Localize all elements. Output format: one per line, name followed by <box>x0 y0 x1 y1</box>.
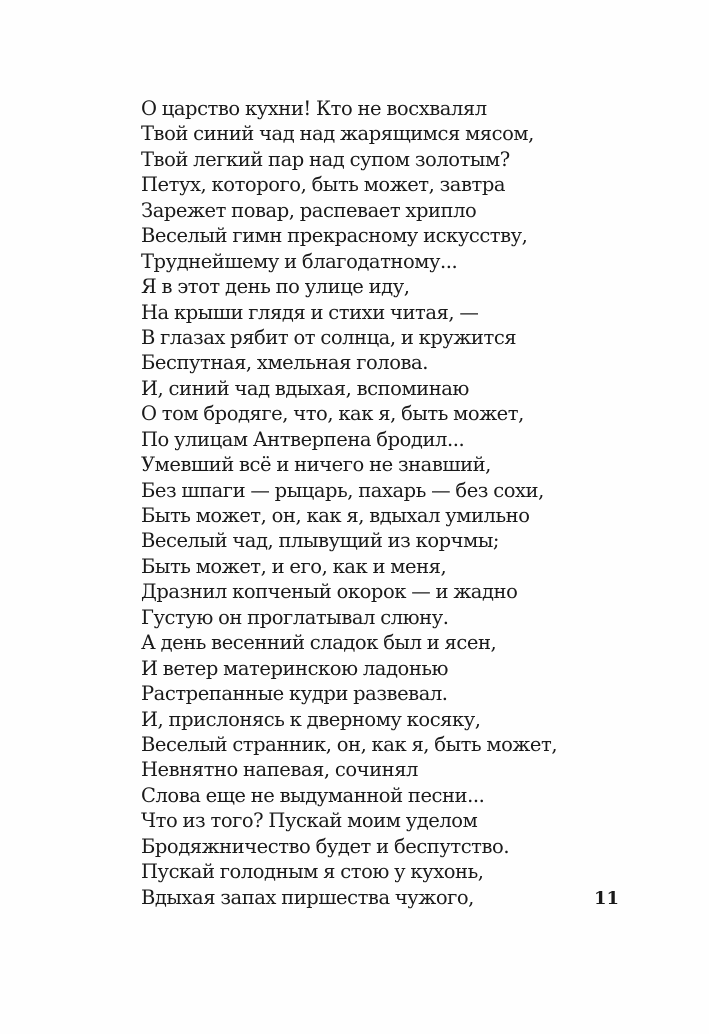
poem-line: И, синий чад вдыхая, вспоминаю <box>141 376 469 400</box>
poem-line: Невнятно напевая, сочинял <box>141 758 418 782</box>
poem-line: По улицам Антверпена бродил... <box>141 427 465 451</box>
poem-line: На крыши глядя и стихи читая, — <box>141 300 479 324</box>
poem-line: Быть может, и его, как и меня, <box>141 554 447 578</box>
poem-line: Веселый странник, он, как я, быть может, <box>141 732 558 756</box>
poem-line: Веселый гимн прекрасному искусству, <box>141 224 528 248</box>
page-number: 11 <box>594 888 620 909</box>
poem-line: Твой синий чад над жарящимся мясом, <box>141 122 534 146</box>
poem-line: Быть может, он, как я, вдыхал умильно <box>141 504 530 527</box>
poem-line: Я в этот день по улице иду, <box>141 275 410 299</box>
poem-line: Пускай голодным я стою у кухонь, <box>141 860 484 884</box>
poem-line: И ветер материнскою ладонью <box>141 656 449 680</box>
poem-line: Слова еще не выдуманной песни... <box>141 783 485 807</box>
poem-line: Зарежет повар, распевает хрипло <box>141 198 477 222</box>
poem-line: В глазах рябит от солнца, и кружится <box>141 325 517 349</box>
poem-line: Беспутная, хмельная голова. <box>141 351 428 375</box>
poem-line: Веселый чад, плывущий из корчмы; <box>141 529 500 553</box>
poem-line: Умевший всё и ничего не знавший, <box>141 453 491 477</box>
poem-line: Что из того? Пускай моим уделом <box>141 809 478 833</box>
poem-line: Растрепанные кудри развевал. <box>141 682 448 706</box>
poem-line: О том бродяге, что, как я, быть может, <box>141 402 524 426</box>
poem-text <box>141 96 581 910</box>
poem-line: Твой легкий пар над супом золотым? <box>141 147 510 171</box>
poem-line: Без шпаги — рыцарь, пахарь — без сохи, <box>141 478 544 502</box>
poem-line: Густую он проглатывал слюну. <box>141 605 449 629</box>
poem-line: Петух, которого, быть может, завтра <box>141 173 506 197</box>
poem-line: А день весенний сладок был и ясен, <box>141 631 497 655</box>
poem-line: Дразнил копченый окорок — и жадно <box>141 580 518 604</box>
poem-line: Вдыхая запах пиршества чужого, <box>141 885 474 909</box>
poem-line: Труднейшему и благодатному... <box>141 249 458 273</box>
poem-line: Бродяжничество будет и беспутство. <box>141 834 510 858</box>
poem-line: О царство кухни! Кто не восхвалял <box>141 97 487 120</box>
poem-line: И, прислонясь к дверному косяку, <box>141 707 481 731</box>
